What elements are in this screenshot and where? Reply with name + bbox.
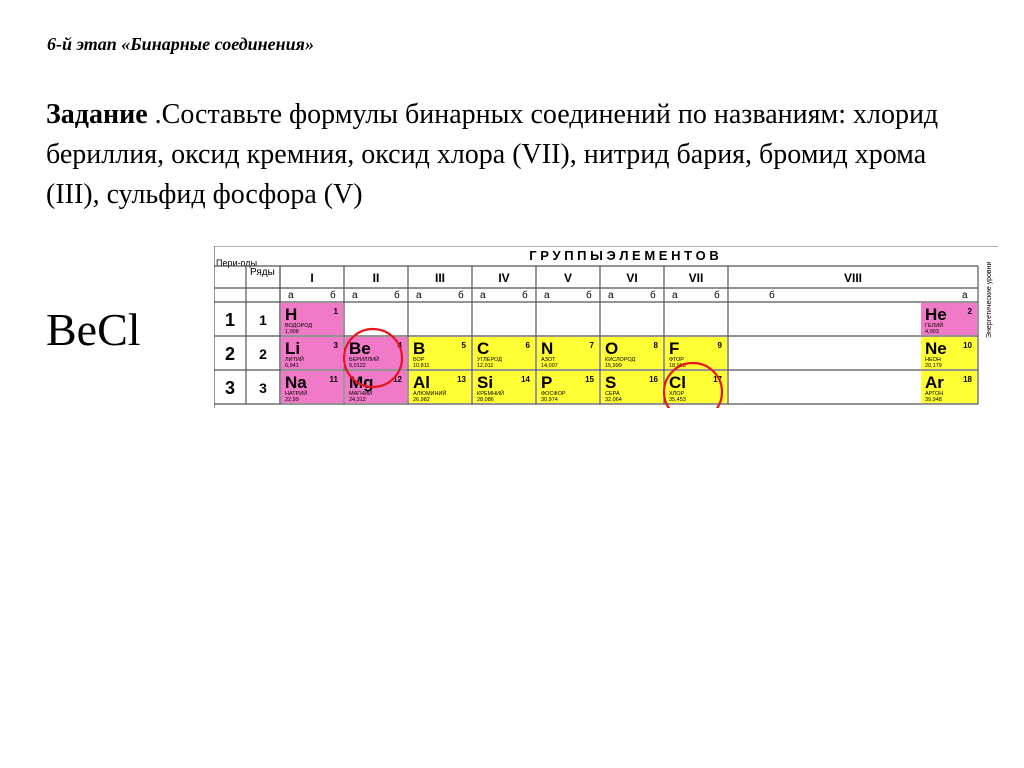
element-cell-b: [409, 337, 471, 369]
element-cell-ne: [921, 337, 977, 369]
element-symbol: P: [541, 373, 553, 392]
atomic-mass: 39,948: [925, 397, 942, 403]
element-symbol: C: [477, 339, 490, 358]
subgroup-b-label: б: [522, 290, 528, 301]
group-header-1: I: [310, 271, 314, 285]
subgroup-a-label: а: [480, 290, 486, 301]
subgroup-b-label: б: [714, 290, 720, 301]
period-number: 2: [224, 344, 236, 364]
subgroup-a-label: а: [288, 290, 294, 301]
element-symbol: B: [413, 339, 426, 358]
element-name: ФОСФОР: [541, 391, 566, 397]
atomic-number: 18: [963, 375, 972, 384]
element-name: КИСЛОРОД: [605, 357, 636, 363]
element-cell-h: [281, 303, 343, 335]
element-symbol: H: [285, 305, 298, 324]
element-cell-al: [409, 371, 471, 403]
rows-header: Ряды: [250, 267, 275, 278]
element-name: АЛЮМИНИЙ: [413, 391, 447, 397]
element-name: СЕРА: [605, 391, 620, 397]
atomic-mass: 10,811: [413, 363, 430, 369]
element-name: КРЕМНИЙ: [477, 391, 505, 397]
subgroup-b-label: б: [394, 290, 400, 301]
element-name: ГЕЛИЙ: [925, 323, 944, 329]
subgroup-a-label: а: [352, 290, 358, 301]
element-symbol: Na: [285, 373, 307, 392]
element-symbol: Be: [349, 339, 371, 358]
subgroup-a-label: а: [544, 290, 550, 301]
element-cell-ar: [921, 371, 977, 403]
atomic-mass: 15,999: [605, 363, 622, 369]
atomic-number: 16: [649, 375, 658, 384]
element-symbol: N: [541, 339, 554, 358]
element-symbol: He: [925, 305, 947, 324]
element-cell-o: [601, 337, 663, 369]
atomic-number: 8: [653, 341, 658, 350]
element-name: ЛИТИЙ: [285, 357, 304, 363]
element-symbol: Ar: [925, 373, 944, 392]
atomic-mass: 22,99: [285, 397, 299, 403]
group-header-4: IV: [498, 271, 510, 285]
element-cell-si: [473, 371, 535, 403]
row-number: 2: [259, 346, 267, 362]
atomic-mass: 28,086: [477, 397, 494, 403]
subgroup-b-label: б: [769, 290, 775, 301]
periods-header: Пери-оды: [216, 258, 258, 268]
element-cell-li: [281, 337, 343, 369]
element-symbol: Li: [285, 339, 301, 358]
atomic-mass: 12,011: [477, 363, 494, 369]
element-name: ВОДОРОД: [285, 323, 313, 329]
atomic-number: 2: [967, 307, 972, 316]
atomic-number: 5: [461, 341, 466, 350]
atomic-mass: 26,982: [413, 397, 430, 403]
atomic-number: 1: [333, 307, 338, 316]
task-text: [46, 95, 976, 215]
element-name: НЕОН: [925, 357, 941, 363]
element-symbol: Cl: [669, 373, 686, 392]
period-number: 3: [224, 378, 236, 398]
subgroup-b-label: б: [586, 290, 592, 301]
atomic-number: 10: [963, 341, 972, 350]
atomic-number: 4: [397, 341, 402, 350]
atomic-number: 17: [713, 375, 722, 384]
element-cell-he: [921, 303, 977, 335]
period-number: 1: [224, 310, 236, 330]
element-cell-c: [473, 337, 535, 369]
subgroup-a-label: а: [962, 290, 968, 301]
element-name: АЗОТ: [541, 357, 556, 363]
atomic-mass: 18,998: [669, 363, 686, 369]
subgroup-b-label: б: [458, 290, 464, 301]
element-name: БОР: [413, 357, 425, 363]
group-header-5: V: [563, 271, 573, 285]
answer-formula: BeCl: [46, 304, 141, 355]
element-name: АРГОН: [925, 391, 944, 397]
element-cell-s: [601, 371, 663, 403]
element-cell-n: [537, 337, 599, 369]
atomic-number: 3: [333, 341, 338, 350]
group-header-2: II: [372, 271, 380, 285]
atomic-number: 11: [329, 375, 338, 384]
atomic-number: 6: [525, 341, 530, 350]
element-cell-na: [281, 371, 343, 403]
periodic-table-image: [214, 246, 998, 408]
atomic-number: 7: [589, 341, 594, 350]
subgroup-b-label: б: [650, 290, 656, 301]
atomic-number: 15: [585, 375, 594, 384]
atomic-mass: 24,312: [349, 397, 366, 403]
atomic-mass: 20,179: [925, 363, 942, 369]
subgroup-a-label: а: [672, 290, 678, 301]
group-header-6: VI: [626, 271, 638, 285]
element-symbol: S: [605, 373, 617, 392]
element-symbol: Mg: [349, 373, 374, 392]
atomic-mass: 9,0122: [349, 363, 366, 369]
subgroup-a-label: а: [416, 290, 422, 301]
element-name: БЕРИЛЛИЙ: [349, 357, 380, 363]
atomic-mass: 30,974: [541, 397, 558, 403]
row-number: 1: [259, 312, 267, 328]
element-name: МАГНИЙ: [349, 391, 373, 397]
stage-title: 6-й этап «Бинарные соединения»: [47, 34, 314, 54]
element-symbol: Si: [477, 373, 494, 392]
atomic-number: 12: [393, 375, 402, 384]
element-name: ХЛОР: [669, 391, 685, 397]
task-body: .Составьте формулы бинарных соединений по названиям: хлорид бериллия, оксид кремния, оксид хлора (VII), нитрид бария, бромид хрома (III), сульфид фосфора (V): [46, 99, 939, 210]
atomic-number: 9: [717, 341, 722, 350]
element-symbol: Ne: [925, 339, 947, 358]
atomic-mass: 14,007: [541, 363, 558, 369]
task-label: Задание: [46, 99, 148, 130]
group-header-7: VII: [688, 271, 704, 285]
subgroup-b-label: б: [330, 290, 336, 301]
atomic-mass: 32,064: [605, 397, 622, 403]
row-number: 3: [259, 380, 267, 396]
element-symbol: Al: [413, 373, 430, 392]
atomic-mass: 35,453: [669, 397, 686, 403]
groups-title: Г Р У П П Ы Э Л Е М Е Н Т О В: [529, 248, 719, 263]
atomic-mass: 6,941: [285, 363, 299, 369]
element-name: ФТОР: [669, 357, 684, 363]
atomic-mass: 4,003: [925, 329, 939, 335]
atomic-mass: 1,008: [285, 329, 299, 335]
element-cell-p: [537, 371, 599, 403]
subgroup-a-label: а: [608, 290, 614, 301]
group-header-3: III: [434, 271, 446, 285]
periodic-table-svg: [214, 246, 998, 408]
atomic-number: 14: [521, 375, 530, 384]
group-header-8: VIII: [843, 271, 863, 285]
element-name: НАТРИЙ: [285, 391, 308, 397]
energy-levels-label: Энергетические уровни: [986, 261, 993, 338]
element-name: УГЛЕРОД: [477, 357, 502, 363]
element-symbol: O: [605, 339, 619, 358]
element-symbol: F: [669, 339, 680, 358]
atomic-number: 13: [457, 375, 466, 384]
